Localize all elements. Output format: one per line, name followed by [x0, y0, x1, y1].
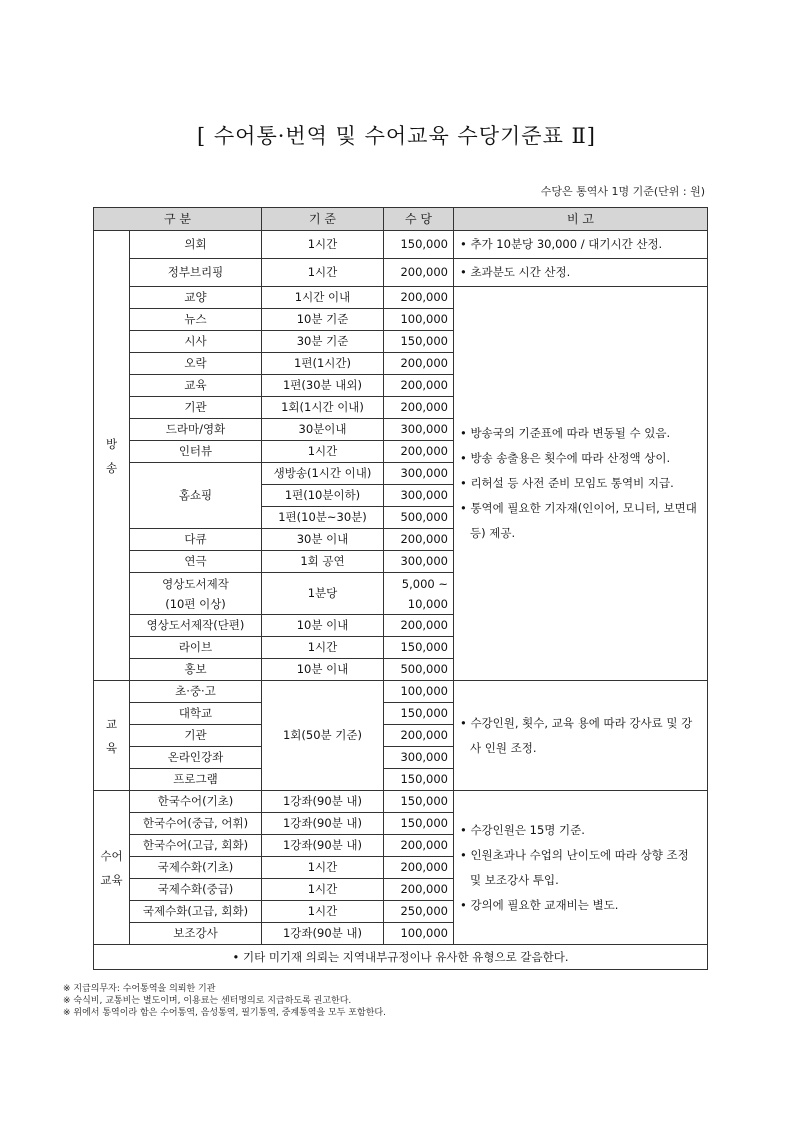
item-standard: 1편(30분 내외)	[262, 375, 384, 397]
header-row	[94, 208, 708, 231]
table-row	[94, 791, 708, 813]
item-standard: 30분 이내	[262, 529, 384, 551]
item-standard: 1편(10분이하)	[262, 485, 384, 507]
footnote: ※ 숙식비, 교통비는 별도이며, 이용료는 센터명의로 지급하도록 권고한다.	[63, 996, 352, 1006]
item-name: 한국수어(중급, 어휘)	[130, 813, 262, 835]
item-standard: 생방송(1시간 이내)	[262, 463, 384, 485]
remark-line: • 인원초과나 수업의 난이도에 따라 상향 조정 및 보조강사 투입.	[460, 847, 689, 887]
remark-line: • 방송국의 기준표에 따라 변동될 수 있음.	[460, 426, 671, 440]
item-name: 홈쇼핑	[130, 463, 262, 529]
item-standard: 1시간	[262, 857, 384, 879]
item-name: 라이브	[130, 637, 262, 659]
footnote: ※ 위에서 통역이라 함은 수어통역, 음성통역, 필기통역, 중계통역을 모두 포함한다.	[63, 1008, 386, 1018]
item-fee: 200,000	[384, 375, 454, 397]
item-fee: 200,000	[384, 725, 454, 747]
footnote: ※ 지급의무자: 수어통역을 의뢰한 기관	[63, 984, 216, 994]
item-name: 오락	[130, 353, 262, 375]
item-fee: 200,000	[384, 287, 454, 309]
header-fee: 수 당	[384, 208, 454, 231]
item-name: 교양	[130, 287, 262, 309]
item-standard: 1강좌(90분 내)	[262, 791, 384, 813]
item-standard: 1편(1시간)	[262, 353, 384, 375]
item-name: 영상도서제작(단편)	[130, 615, 262, 637]
item-name: 시사	[130, 331, 262, 353]
item-standard: 10분 기준	[262, 309, 384, 331]
item-standard: 1시간	[262, 441, 384, 463]
item-standard: 1시간	[262, 231, 384, 259]
item-standard: 10분 이내	[262, 659, 384, 681]
item-fee: 500,000	[384, 507, 454, 529]
footer-row	[94, 945, 708, 970]
header-category: 구 분	[94, 208, 262, 231]
item-fee: 200,000	[384, 529, 454, 551]
item-name: 인터뷰	[130, 441, 262, 463]
fee-table	[93, 207, 708, 970]
item-name: 뉴스	[130, 309, 262, 331]
remark-line: • 수강인원은 15명 기준.	[460, 822, 585, 837]
table-row	[94, 287, 708, 309]
item-name: 한국수어(기초)	[130, 791, 262, 813]
item-standard: 1시간	[262, 637, 384, 659]
item-fee: 150,000	[384, 813, 454, 835]
header-remark: 비 고	[454, 208, 708, 231]
item-fee: 150,000	[384, 331, 454, 353]
remark-line: • 수강인원, 횟수, 교육 용에 따라 강사료 및 강사 인원 조정.	[460, 715, 693, 755]
item-fee: 250,000	[384, 901, 454, 923]
category-education: 교 육	[94, 681, 130, 791]
item-fee: 200,000	[384, 259, 454, 287]
item-fee: 200,000	[384, 397, 454, 419]
item-standard: 1회(1시간 이내)	[262, 397, 384, 419]
header-standard: 기 준	[262, 208, 384, 231]
footnotes	[63, 983, 386, 1019]
item-name: 국제수화(중급)	[130, 879, 262, 901]
table-row	[94, 231, 708, 259]
item-fee: 300,000	[384, 747, 454, 769]
item-fee: 100,000	[384, 309, 454, 331]
item-standard: 1강좌(90분 내)	[262, 923, 384, 945]
item-fee: 300,000	[384, 485, 454, 507]
item-fee: 300,000	[384, 419, 454, 441]
item-fee: 300,000	[384, 463, 454, 485]
item-fee: 300,000	[384, 551, 454, 573]
item-fee: 500,000	[384, 659, 454, 681]
remark-line: • 강의에 필요한 교재비는 별도.	[460, 897, 619, 912]
item-name: 다큐	[130, 529, 262, 551]
item-fee: 150,000	[384, 637, 454, 659]
unit-note: 수당은 통역사 1명 기준(단위 : 원)	[540, 185, 705, 198]
item-fee: 200,000	[384, 615, 454, 637]
table-row	[94, 681, 708, 703]
item-name: 한국수어(고급, 회화)	[130, 835, 262, 857]
item-fee: 150,000	[384, 791, 454, 813]
sign-education-remarks	[454, 791, 708, 945]
item-name: 기관	[130, 725, 262, 747]
item-standard: 1시간	[262, 879, 384, 901]
item-standard: 1시간	[262, 901, 384, 923]
item-name: 의회	[130, 231, 262, 259]
item-fee: 200,000	[384, 879, 454, 901]
item-fee: 100,000	[384, 681, 454, 703]
item-name: 국제수화(고급, 회화)	[130, 901, 262, 923]
item-fee: 200,000	[384, 835, 454, 857]
table-row	[94, 259, 708, 287]
item-fee: 200,000	[384, 353, 454, 375]
item-name: 정부브리핑	[130, 259, 262, 287]
item-name: 교육	[130, 375, 262, 397]
item-fee: 200,000	[384, 441, 454, 463]
item-standard: 1분당	[262, 573, 384, 615]
remark-line: • 통역에 필요한 기자재(인이어, 모니터, 보면대 등) 제공.	[460, 501, 697, 540]
footer-note: • 기타 미기재 의뢰는 지역내부규정이나 유사한 유형으로 갈음한다.	[94, 945, 708, 970]
item-name: 드라마/영화	[130, 419, 262, 441]
item-name: 대학교	[130, 703, 262, 725]
category-sign-education: 수어 교육	[94, 791, 130, 945]
item-standard: 30분이내	[262, 419, 384, 441]
item-name: 홍보	[130, 659, 262, 681]
item-standard: 30분 기준	[262, 331, 384, 353]
item-standard: 1회 공연	[262, 551, 384, 573]
item-fee: 150,000	[384, 769, 454, 791]
item-fee: 100,000	[384, 923, 454, 945]
item-name: 초·중·고	[130, 681, 262, 703]
item-standard: 1강좌(90분 내)	[262, 835, 384, 857]
item-name: 영상도서제작 (10편 이상)	[130, 573, 262, 615]
item-fee: 5,000 ~ 10,000	[384, 573, 454, 615]
remark-line: • 방송 송출용은 횟수에 따라 산정액 상이.	[460, 451, 671, 465]
category-broadcast: 방 송	[94, 231, 130, 681]
item-name: 보조강사	[130, 923, 262, 945]
item-standard: 1편(10분~30분)	[262, 507, 384, 529]
item-remark: • 추가 10분당 30,000 / 대기시간 산정.	[454, 231, 708, 259]
item-fee: 150,000	[384, 231, 454, 259]
broadcast-remarks	[454, 287, 708, 681]
item-standard: 1시간	[262, 259, 384, 287]
item-name: 온라인강좌	[130, 747, 262, 769]
item-standard: 10분 이내	[262, 615, 384, 637]
item-name: 기관	[130, 397, 262, 419]
item-name: 프로그램	[130, 769, 262, 791]
item-fee: 200,000	[384, 857, 454, 879]
item-standard: 1시간 이내	[262, 287, 384, 309]
item-fee: 150,000	[384, 703, 454, 725]
remark-line: • 리허설 등 사전 준비 모임도 통역비 지급.	[460, 476, 674, 490]
item-remark: • 초과분도 시간 산정.	[454, 259, 708, 287]
item-standard: 1강좌(90분 내)	[262, 813, 384, 835]
education-standard: 1회(50분 기준)	[262, 681, 384, 791]
document-title: [ 수어통·번역 및 수어교육 수당기준표 Ⅱ]	[197, 124, 596, 148]
education-remarks	[454, 681, 708, 791]
item-name: 연극	[130, 551, 262, 573]
item-name: 국제수화(기초)	[130, 857, 262, 879]
